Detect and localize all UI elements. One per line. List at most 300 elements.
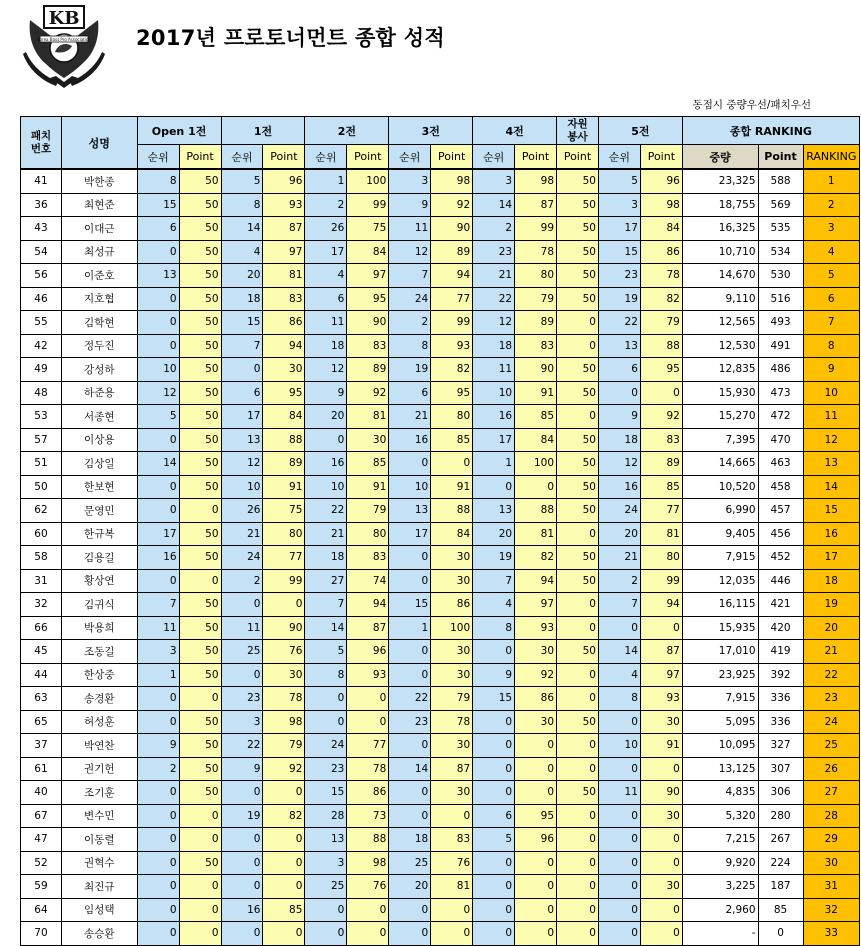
round1-rank-cell: 0 (221, 922, 263, 946)
round2-rank-cell: 9 (305, 381, 347, 405)
subheader-ranking: RANKING (803, 145, 859, 170)
player-name-cell: 송승환 (61, 922, 137, 946)
round2-rank-cell: 3 (305, 851, 347, 875)
table-row (21, 428, 860, 452)
round4-rank-cell: 5 (473, 828, 515, 852)
round1-rank-cell: 6 (221, 381, 263, 405)
round4-rank-cell: 2 (473, 217, 515, 241)
open1-point-cell: 50 (179, 405, 221, 429)
final-ranking-cell: 25 (803, 734, 859, 758)
volunteer-point-cell: 50 (557, 240, 599, 264)
round3-rank-cell: 21 (389, 405, 431, 429)
round2-rank-cell: 12 (305, 358, 347, 382)
patch-number-cell: 53 (21, 405, 62, 429)
round3-rank-cell: 0 (389, 546, 431, 570)
final-ranking-cell: 29 (803, 828, 859, 852)
open1-point-cell: 50 (179, 358, 221, 382)
open1-rank-cell: 0 (137, 828, 179, 852)
table-row (21, 217, 860, 241)
round5-point-cell: 0 (640, 922, 682, 946)
open1-point-cell: 0 (179, 569, 221, 593)
total-weight-cell: 14,670 (682, 264, 758, 288)
round4-point-cell: 83 (515, 334, 557, 358)
patch-number-cell: 41 (21, 169, 62, 193)
round4-point-cell: 0 (515, 475, 557, 499)
round4-rank-cell: 0 (473, 710, 515, 734)
total-point-cell: 456 (758, 522, 803, 546)
round3-point-cell: 87 (431, 757, 473, 781)
round2-rank-cell: 28 (305, 804, 347, 828)
round4-point-cell: 0 (515, 922, 557, 946)
round4-point-cell: 30 (515, 710, 557, 734)
volunteer-point-cell: 0 (557, 311, 599, 335)
round4-point-cell: 0 (515, 757, 557, 781)
total-point-cell: 267 (758, 828, 803, 852)
open1-rank-cell: 0 (137, 710, 179, 734)
open1-rank-cell: 11 (137, 616, 179, 640)
subheader-point: Point (263, 145, 305, 170)
total-weight-cell: 9,405 (682, 522, 758, 546)
round1-point-cell: 87 (263, 217, 305, 241)
final-ranking-cell: 24 (803, 710, 859, 734)
round1-rank-cell: 0 (221, 828, 263, 852)
player-name-cell: 한규복 (61, 522, 137, 546)
round2-rank-cell: 27 (305, 569, 347, 593)
open1-rank-cell: 0 (137, 311, 179, 335)
round4-point-cell: 94 (515, 569, 557, 593)
table-row (21, 757, 860, 781)
volunteer-point-cell: 0 (557, 663, 599, 687)
total-point-cell: 516 (758, 287, 803, 311)
volunteer-point-cell: 50 (557, 193, 599, 217)
round4-rank-cell: 0 (473, 851, 515, 875)
round1-rank-cell: 25 (221, 640, 263, 664)
header-round-2: 2전 (305, 117, 389, 145)
table-row (21, 640, 860, 664)
round5-rank-cell: 6 (598, 358, 640, 382)
player-name-cell: 송경환 (61, 687, 137, 711)
patch-number-cell: 49 (21, 358, 62, 382)
total-weight-cell: 12,565 (682, 311, 758, 335)
round2-point-cell: 78 (347, 757, 389, 781)
total-point-cell: 452 (758, 546, 803, 570)
round1-point-cell: 83 (263, 287, 305, 311)
round3-rank-cell: 10 (389, 475, 431, 499)
round5-rank-cell: 14 (598, 640, 640, 664)
table-row (21, 781, 860, 805)
player-name-cell: 김학현 (61, 311, 137, 335)
round4-rank-cell: 18 (473, 334, 515, 358)
patch-number-cell: 70 (21, 922, 62, 946)
total-weight-cell: 16,115 (682, 593, 758, 617)
subheader-rank: 순위 (137, 145, 179, 170)
round2-rank-cell: 2 (305, 193, 347, 217)
open1-rank-cell: 0 (137, 851, 179, 875)
round5-rank-cell: 15 (598, 240, 640, 264)
final-ranking-cell: 20 (803, 616, 859, 640)
round4-rank-cell: 0 (473, 757, 515, 781)
final-ranking-cell: 1 (803, 169, 859, 193)
round5-rank-cell: 22 (598, 311, 640, 335)
table-row (21, 851, 860, 875)
table-row (21, 522, 860, 546)
header-round-4: 4전 (473, 117, 557, 145)
round1-point-cell: 96 (263, 169, 305, 193)
total-weight-cell: 7,395 (682, 428, 758, 452)
round1-rank-cell: 26 (221, 499, 263, 523)
final-ranking-cell: 32 (803, 898, 859, 922)
round1-rank-cell: 24 (221, 546, 263, 570)
round2-point-cell: 76 (347, 875, 389, 899)
round3-rank-cell: 0 (389, 922, 431, 946)
logo-letters: KB (48, 8, 80, 29)
round1-point-cell: 88 (263, 428, 305, 452)
total-point-cell: 280 (758, 804, 803, 828)
open1-rank-cell: 0 (137, 922, 179, 946)
round3-point-cell: 0 (431, 898, 473, 922)
round4-point-cell: 78 (515, 240, 557, 264)
round5-rank-cell: 8 (598, 687, 640, 711)
final-ranking-cell: 26 (803, 757, 859, 781)
round2-rank-cell: 22 (305, 499, 347, 523)
table-row (21, 546, 860, 570)
patch-number-cell: 62 (21, 499, 62, 523)
patch-number-cell: 47 (21, 828, 62, 852)
round1-point-cell: 82 (263, 804, 305, 828)
round5-rank-cell: 13 (598, 334, 640, 358)
final-ranking-cell: 14 (803, 475, 859, 499)
player-name-cell: 하준용 (61, 381, 137, 405)
round1-rank-cell: 2 (221, 569, 263, 593)
player-name-cell: 허성훈 (61, 710, 137, 734)
round4-rank-cell: 1 (473, 452, 515, 476)
round2-point-cell: 100 (347, 169, 389, 193)
round1-rank-cell: 9 (221, 757, 263, 781)
patch-number-cell: 31 (21, 569, 62, 593)
total-point-cell: 472 (758, 405, 803, 429)
patch-number-cell: 40 (21, 781, 62, 805)
player-name-cell: 문영민 (61, 499, 137, 523)
open1-point-cell: 50 (179, 428, 221, 452)
total-weight-cell: 23,325 (682, 169, 758, 193)
open1-point-cell: 0 (179, 875, 221, 899)
round2-rank-cell: 23 (305, 757, 347, 781)
total-weight-cell: 5,095 (682, 710, 758, 734)
total-point-cell: 306 (758, 781, 803, 805)
round3-rank-cell: 22 (389, 687, 431, 711)
total-weight-cell: 18,755 (682, 193, 758, 217)
round4-point-cell: 81 (515, 522, 557, 546)
round3-rank-cell: 20 (389, 875, 431, 899)
round5-rank-cell: 0 (598, 828, 640, 852)
round5-rank-cell: 3 (598, 193, 640, 217)
total-weight-cell: 7,915 (682, 687, 758, 711)
subheader-rank: 순위 (389, 145, 431, 170)
round1-rank-cell: 0 (221, 358, 263, 382)
round4-rank-cell: 13 (473, 499, 515, 523)
patch-number-cell: 46 (21, 287, 62, 311)
total-point-cell: 392 (758, 663, 803, 687)
total-point-cell: 470 (758, 428, 803, 452)
header-name: 성명 (61, 117, 137, 170)
final-ranking-cell: 27 (803, 781, 859, 805)
round3-point-cell: 0 (431, 804, 473, 828)
open1-rank-cell: 13 (137, 264, 179, 288)
volunteer-point-cell: 0 (557, 757, 599, 781)
round4-point-cell: 86 (515, 687, 557, 711)
round4-rank-cell: 23 (473, 240, 515, 264)
patch-number-cell: 59 (21, 875, 62, 899)
round4-rank-cell: 0 (473, 898, 515, 922)
open1-point-cell: 0 (179, 828, 221, 852)
round2-rank-cell: 0 (305, 710, 347, 734)
round5-point-cell: 78 (640, 264, 682, 288)
table-row (21, 663, 860, 687)
open1-rank-cell: 0 (137, 687, 179, 711)
round3-point-cell: 91 (431, 475, 473, 499)
round1-point-cell: 97 (263, 240, 305, 264)
round4-rank-cell: 16 (473, 405, 515, 429)
table-row (21, 875, 860, 899)
round2-rank-cell: 15 (305, 781, 347, 805)
round2-rank-cell: 13 (305, 828, 347, 852)
player-name-cell: 임성택 (61, 898, 137, 922)
round5-rank-cell: 0 (598, 851, 640, 875)
header-patch-number: 패치 번호 (21, 117, 62, 170)
round2-point-cell: 95 (347, 287, 389, 311)
round5-rank-cell: 0 (598, 710, 640, 734)
round2-point-cell: 92 (347, 381, 389, 405)
table-row (21, 264, 860, 288)
round2-rank-cell: 8 (305, 663, 347, 687)
round5-point-cell: 89 (640, 452, 682, 476)
player-name-cell: 조기훈 (61, 781, 137, 805)
final-ranking-cell: 23 (803, 687, 859, 711)
total-point-cell: 420 (758, 616, 803, 640)
volunteer-point-cell: 50 (557, 475, 599, 499)
header-round-open1: Open 1전 (137, 117, 221, 145)
total-point-cell: 491 (758, 334, 803, 358)
volunteer-point-cell: 50 (557, 358, 599, 382)
round1-point-cell: 0 (263, 851, 305, 875)
total-weight-cell: 23,925 (682, 663, 758, 687)
table-row (21, 334, 860, 358)
round3-rank-cell: 25 (389, 851, 431, 875)
volunteer-point-cell: 50 (557, 781, 599, 805)
volunteer-point-cell: 0 (557, 616, 599, 640)
round3-rank-cell: 15 (389, 593, 431, 617)
total-weight-cell: 7,915 (682, 546, 758, 570)
round5-point-cell: 96 (640, 169, 682, 193)
player-name-cell: 권혁수 (61, 851, 137, 875)
round1-rank-cell: 3 (221, 710, 263, 734)
volunteer-point-cell: 0 (557, 334, 599, 358)
round3-point-cell: 30 (431, 640, 473, 664)
round3-point-cell: 77 (431, 287, 473, 311)
round5-point-cell: 30 (640, 804, 682, 828)
total-weight-cell: 17,010 (682, 640, 758, 664)
patch-number-cell: 67 (21, 804, 62, 828)
round2-point-cell: 30 (347, 428, 389, 452)
round4-rank-cell: 22 (473, 287, 515, 311)
round3-point-cell: 30 (431, 734, 473, 758)
round5-point-cell: 86 (640, 240, 682, 264)
round3-point-cell: 93 (431, 334, 473, 358)
total-weight-cell: 7,215 (682, 828, 758, 852)
player-name-cell: 변수민 (61, 804, 137, 828)
round5-point-cell: 80 (640, 546, 682, 570)
open1-rank-cell: 3 (137, 640, 179, 664)
round3-point-cell: 83 (431, 828, 473, 852)
table-row (21, 828, 860, 852)
round4-rank-cell: 3 (473, 169, 515, 193)
table-row (21, 734, 860, 758)
round5-rank-cell: 0 (598, 616, 640, 640)
table-row (21, 405, 860, 429)
table-row (21, 898, 860, 922)
patch-number-cell: 57 (21, 428, 62, 452)
open1-rank-cell: 0 (137, 569, 179, 593)
round3-rank-cell: 0 (389, 663, 431, 687)
round2-rank-cell: 7 (305, 593, 347, 617)
volunteer-point-cell: 0 (557, 875, 599, 899)
final-ranking-cell: 12 (803, 428, 859, 452)
player-name-cell: 권기헌 (61, 757, 137, 781)
player-name-cell: 서종현 (61, 405, 137, 429)
patch-number-cell: 43 (21, 217, 62, 241)
round3-point-cell: 84 (431, 522, 473, 546)
round4-rank-cell: 0 (473, 922, 515, 946)
round4-rank-cell: 12 (473, 311, 515, 335)
round1-rank-cell: 14 (221, 217, 263, 241)
round4-point-cell: 80 (515, 264, 557, 288)
subheader-rank: 순위 (473, 145, 515, 170)
round4-point-cell: 95 (515, 804, 557, 828)
total-point-cell: 307 (758, 757, 803, 781)
round1-point-cell: 95 (263, 381, 305, 405)
round5-rank-cell: 12 (598, 452, 640, 476)
patch-number-cell: 48 (21, 381, 62, 405)
final-ranking-cell: 19 (803, 593, 859, 617)
round3-point-cell: 30 (431, 569, 473, 593)
round4-rank-cell: 7 (473, 569, 515, 593)
round3-rank-cell: 16 (389, 428, 431, 452)
round4-rank-cell: 15 (473, 687, 515, 711)
open1-point-cell: 0 (179, 804, 221, 828)
round5-rank-cell: 0 (598, 875, 640, 899)
open1-point-cell: 50 (179, 311, 221, 335)
open1-point-cell: 0 (179, 687, 221, 711)
round5-rank-cell: 0 (598, 922, 640, 946)
open1-rank-cell: 0 (137, 428, 179, 452)
round2-rank-cell: 16 (305, 452, 347, 476)
table-row (21, 616, 860, 640)
open1-rank-cell: 0 (137, 804, 179, 828)
round2-point-cell: 98 (347, 851, 389, 875)
player-name-cell: 한상중 (61, 663, 137, 687)
round1-point-cell: 84 (263, 405, 305, 429)
volunteer-point-cell: 0 (557, 687, 599, 711)
open1-rank-cell: 17 (137, 522, 179, 546)
round2-point-cell: 0 (347, 710, 389, 734)
round4-point-cell: 0 (515, 734, 557, 758)
total-weight-cell: 10,710 (682, 240, 758, 264)
round1-rank-cell: 0 (221, 593, 263, 617)
patch-number-cell: 36 (21, 193, 62, 217)
round4-point-cell: 84 (515, 428, 557, 452)
round3-point-cell: 30 (431, 781, 473, 805)
round2-rank-cell: 14 (305, 616, 347, 640)
round3-rank-cell: 0 (389, 452, 431, 476)
round3-rank-cell: 0 (389, 898, 431, 922)
round3-point-cell: 86 (431, 593, 473, 617)
player-name-cell: 이상용 (61, 428, 137, 452)
round4-point-cell: 90 (515, 358, 557, 382)
round4-point-cell: 100 (515, 452, 557, 476)
round3-rank-cell: 17 (389, 522, 431, 546)
round3-rank-cell: 14 (389, 757, 431, 781)
patch-number-cell: 66 (21, 616, 62, 640)
round4-rank-cell: 9 (473, 663, 515, 687)
round4-point-cell: 97 (515, 593, 557, 617)
round5-point-cell: 84 (640, 217, 682, 241)
total-point-cell: 569 (758, 193, 803, 217)
total-weight-cell: 5,320 (682, 804, 758, 828)
open1-point-cell: 50 (179, 781, 221, 805)
round2-point-cell: 0 (347, 922, 389, 946)
player-name-cell: 조동길 (61, 640, 137, 664)
patch-number-cell: 54 (21, 240, 62, 264)
round4-point-cell: 98 (515, 169, 557, 193)
round4-point-cell: 96 (515, 828, 557, 852)
patch-number-cell: 58 (21, 546, 62, 570)
round1-point-cell: 92 (263, 757, 305, 781)
round5-point-cell: 83 (640, 428, 682, 452)
round2-rank-cell: 26 (305, 217, 347, 241)
round4-rank-cell: 0 (473, 475, 515, 499)
open1-rank-cell: 8 (137, 169, 179, 193)
total-point-cell: 535 (758, 217, 803, 241)
round4-point-cell: 92 (515, 663, 557, 687)
open1-rank-cell: 10 (137, 358, 179, 382)
table-row (21, 358, 860, 382)
total-point-cell: 493 (758, 311, 803, 335)
patch-number-cell: 42 (21, 334, 62, 358)
round5-point-cell: 97 (640, 663, 682, 687)
round1-point-cell: 94 (263, 334, 305, 358)
volunteer-point-cell: 0 (557, 851, 599, 875)
round3-point-cell: 82 (431, 358, 473, 382)
open1-rank-cell: 9 (137, 734, 179, 758)
round2-point-cell: 88 (347, 828, 389, 852)
round2-point-cell: 93 (347, 663, 389, 687)
open1-rank-cell: 0 (137, 287, 179, 311)
round3-rank-cell: 6 (389, 381, 431, 405)
round2-point-cell: 79 (347, 499, 389, 523)
patch-number-cell: 60 (21, 522, 62, 546)
round3-point-cell: 85 (431, 428, 473, 452)
total-weight-cell: 3,225 (682, 875, 758, 899)
round1-point-cell: 90 (263, 616, 305, 640)
total-weight-cell: 13,125 (682, 757, 758, 781)
round1-point-cell: 30 (263, 358, 305, 382)
round4-rank-cell: 11 (473, 358, 515, 382)
open1-point-cell: 0 (179, 898, 221, 922)
table-row (21, 381, 860, 405)
player-name-cell: 이준호 (61, 264, 137, 288)
final-ranking-cell: 21 (803, 640, 859, 664)
total-weight-cell: 10,095 (682, 734, 758, 758)
